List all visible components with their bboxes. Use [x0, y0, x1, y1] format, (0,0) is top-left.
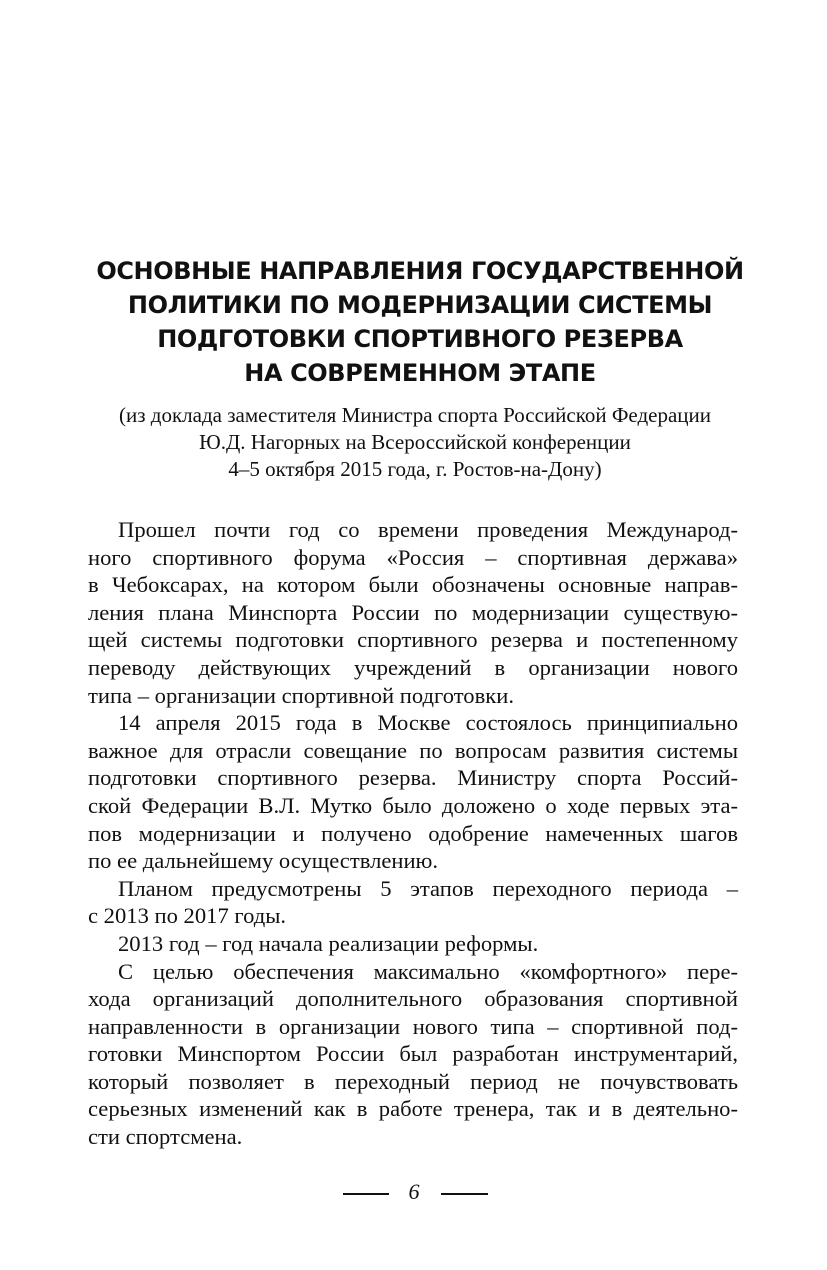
- text-line: готовки Минспортом России был разработан инструментарий,: [88, 1041, 738, 1067]
- text-line: щей системы подготовки спортивного резерва и постепенному: [88, 627, 738, 653]
- source-note-line: Ю.Д. Нагорных на Всероссийской конференции: [199, 430, 631, 454]
- text-line: который позволяет в переходный период не почувствовать: [88, 1068, 738, 1094]
- text-line: направленности в организации нового типа – спортивной под-: [88, 1013, 738, 1039]
- text-line: Прошел почти год со времени проведения Международ-: [118, 517, 738, 542]
- text-line: с 2013 по 2017 годы.: [88, 903, 287, 929]
- text-line: 14 апреля 2015 года в Москве состоялось принципиально: [118, 710, 738, 736]
- text-line: хода организаций дополнительного образования спортивной: [88, 986, 738, 1012]
- text-line: переводу действующих учреждений в организации нового: [88, 654, 738, 680]
- text-line: серьезных изменений как в работе тренера, так и в деятельно-: [88, 1096, 738, 1122]
- text-line: ления плана Минспорта России по модернизации существую-: [88, 599, 738, 625]
- text-line: 2013 год – год начала реализации реформы.: [118, 930, 539, 956]
- page-number: 6: [408, 1179, 420, 1204]
- title-line: ОСНОВНЫЕ НАПРАВЛЕНИЯ ГОСУДАРСТВЕННОЙ: [96, 257, 744, 285]
- text-line: Планом предусмотрены 5 этапов переходного периода –: [118, 875, 738, 901]
- text-line: сти спортсмена.: [88, 1124, 243, 1150]
- source-note-line: (из доклада заместителя Министра спорта Российской Федерации: [118, 403, 711, 427]
- text-line: в Чебоксарах, на котором были обозначены основные направ-: [88, 572, 738, 598]
- footer-rule-right: [441, 1193, 488, 1195]
- text-line: важное для отрасли совещание по вопросам развития системы: [88, 737, 738, 763]
- text-line: типа – организации спортивной подготовки.: [88, 682, 514, 708]
- title-line: ПОДГОТОВКИ СПОРТИВНОГО РЕЗЕРВА: [157, 325, 683, 353]
- footer-rule-left: [343, 1193, 389, 1195]
- source-note-line: 4–5 октября 2015 года, г. Ростов-на-Дону): [228, 457, 602, 481]
- text-line: пов модернизации и получено одобрение намеченных шагов: [88, 820, 738, 846]
- text-line: подготовки спортивного резерва. Министру спорта Россий-: [88, 765, 738, 791]
- chapter-title: [90, 254, 750, 390]
- page-footer: [0, 1177, 827, 1209]
- body-text: [88, 516, 738, 1151]
- text-line: ного спортивного форума «Россия – спортивная держава»: [88, 544, 738, 570]
- text-line: С целью обеспечения максимально «комфортного» пере-: [118, 958, 738, 984]
- text-line: ской Федерации В.Л. Мутко было доложено о ходе первых эта-: [88, 792, 738, 818]
- text-line: по ее дальнейшему осуществлению.: [88, 848, 439, 874]
- title-line: ПОЛИТИКИ ПО МОДЕРНИЗАЦИИ СИСТЕМЫ: [127, 291, 713, 319]
- source-note: [60, 402, 770, 483]
- title-line: НА СОВРЕМЕННОМ ЭТАПЕ: [244, 359, 596, 387]
